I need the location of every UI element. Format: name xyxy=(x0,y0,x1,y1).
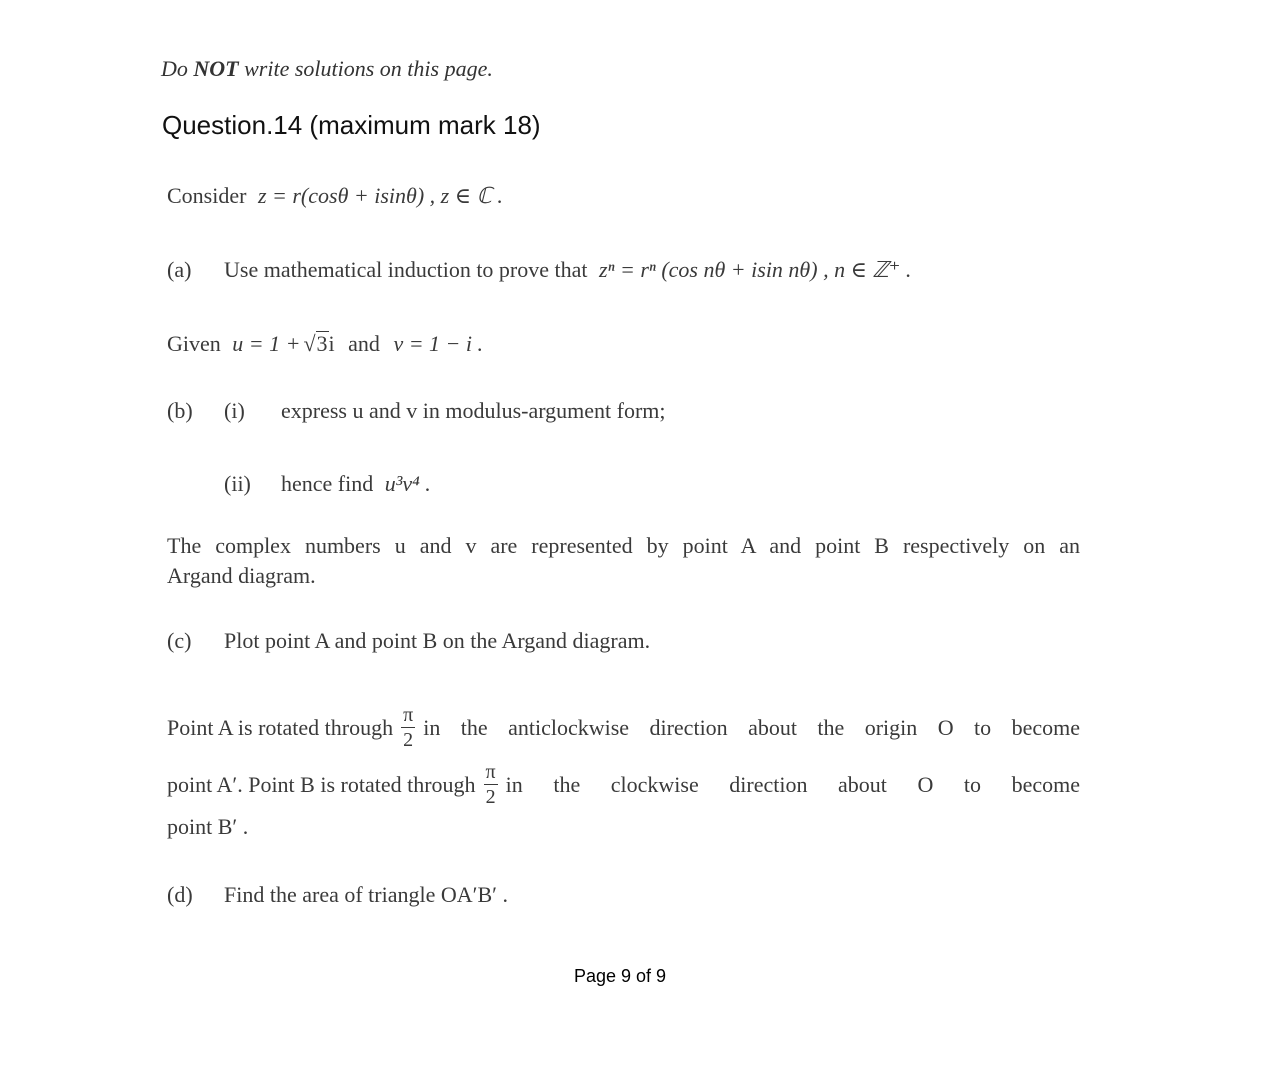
rotation-fraction-1 xyxy=(401,705,415,750)
given-text: Given xyxy=(167,331,221,356)
part-b-i-label: (i) xyxy=(224,398,245,423)
part-b-ii xyxy=(224,471,431,497)
given-sqrt-arg: 3 xyxy=(316,331,328,356)
rotation-l2-after: in the clockwise direction about O to become xyxy=(505,771,1080,797)
intro-text: Consider xyxy=(167,183,247,208)
intro-math: z = r(cosθ + isinθ) , z ∈ ℂ . xyxy=(257,183,503,208)
rotation-para-line-1 xyxy=(167,705,1080,750)
part-d xyxy=(167,882,508,908)
fraction-1-denominator: 2 xyxy=(403,729,414,751)
page-notice xyxy=(161,56,493,82)
given-i: i xyxy=(328,331,335,356)
fraction-1-bar xyxy=(401,727,415,728)
given-and: and xyxy=(348,331,380,356)
part-b-ii-text: hence find xyxy=(281,471,374,496)
part-a-label: (a) xyxy=(167,257,192,282)
part-a-text: Use mathematical induction to prove that xyxy=(224,257,588,282)
question-title: Question.14 (maximum mark 18) xyxy=(162,110,541,140)
rotation-para-line-3: point B′ . xyxy=(167,814,249,839)
page-footer: Page 9 of 9 xyxy=(573,966,667,986)
fraction-2-numerator: π xyxy=(485,761,496,783)
part-a-math: zⁿ = rⁿ (cos nθ + isin nθ) , n ∈ ℤ⁺ . xyxy=(599,257,912,282)
given-line: Given u = 1 + √3i and v = 1 − i . xyxy=(167,331,484,356)
part-b-ii-label: (ii) xyxy=(224,471,251,496)
part-c xyxy=(167,628,650,654)
notice-emphasis: NOT xyxy=(193,56,239,81)
rotation-para-line-2 xyxy=(167,762,1080,807)
fraction-1-numerator: π xyxy=(403,704,414,726)
points-para-line-2: Argand diagram. xyxy=(167,563,316,588)
fraction-2-denominator: 2 xyxy=(485,786,496,808)
part-b-i xyxy=(167,398,666,424)
part-c-text: Plot point A and point B on the Argand diagram. xyxy=(224,628,651,653)
part-c-label: (c) xyxy=(167,628,192,653)
given-u-expr: u = 1 + xyxy=(232,331,301,356)
part-b-ii-math: u³v⁴ . xyxy=(384,471,431,496)
rotation-fraction-2 xyxy=(484,762,498,807)
rotation-l2-before: point A′. Point B is rotated through xyxy=(167,771,476,797)
part-d-label: (d) xyxy=(167,882,193,907)
notice-prefix: Do xyxy=(161,56,194,81)
part-b-label: (b) xyxy=(167,398,193,423)
part-a xyxy=(167,257,911,283)
part-d-text: Find the area of triangle OA′B′ . xyxy=(224,882,508,907)
intro-line xyxy=(167,183,503,209)
rotation-l1-after: in the anticlockwise direction about the origin O to become xyxy=(423,714,1080,740)
given-v-expr: v = 1 − i . xyxy=(393,331,484,356)
points-para-line-1: The complex numbers u and v are represented by point A and point B respectively on an xyxy=(167,533,1080,558)
rotation-l1-before: Point A is rotated through xyxy=(167,714,394,740)
notice-suffix: write solutions on this page. xyxy=(238,56,493,81)
fraction-2-bar xyxy=(484,784,498,785)
part-b-i-text: express u and v in modulus-argument form; xyxy=(281,398,666,423)
